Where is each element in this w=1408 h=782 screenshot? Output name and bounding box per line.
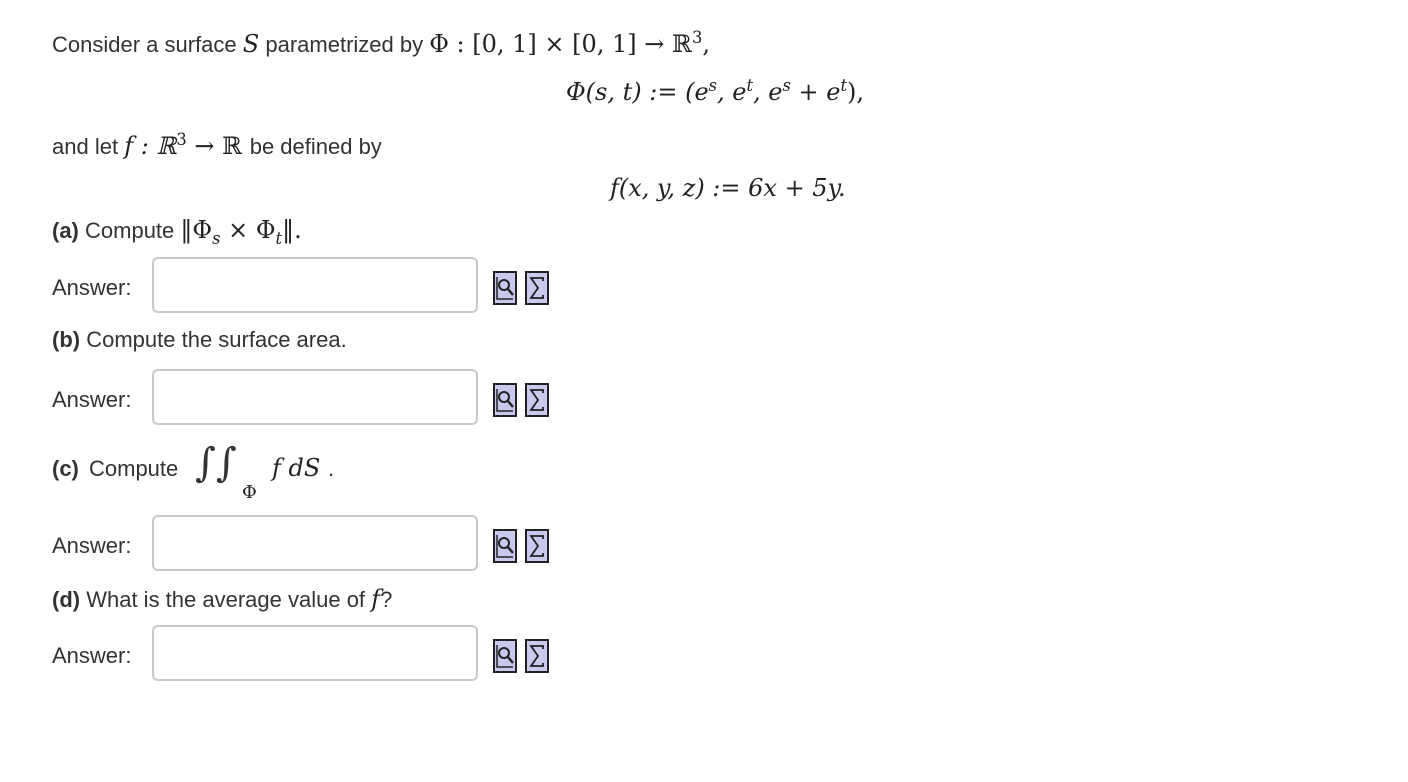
part-d-end: ? [380,587,393,612]
part-d-tag: (d) [52,587,81,612]
part-c-answer-label: Answer: [52,533,132,558]
part-b-text: Compute the surface area. [86,327,347,352]
part-a-expr-times: × Φ [220,216,276,244]
part-b-question [52,327,347,353]
part-d-f: f [371,585,381,613]
equation-editor-icon[interactable] [525,271,549,305]
param-def-exp-t: t [746,76,754,95]
part-b-answer-label: Answer: [52,387,132,412]
preview-icon[interactable] [493,529,517,563]
part-a-text: Compute [85,218,175,243]
f-map-expr: f : ℝ [124,132,177,160]
double-integral-icon: ∫∫ [195,440,237,486]
intro-text-2: parametrized by [265,32,424,57]
part-b-tag: (b) [52,327,81,352]
param-map-end: , [702,30,711,58]
param-def-comma1: , e [717,78,747,106]
part-a-tag: (a) [52,218,79,243]
f-map-exponent: 3 [176,130,187,149]
part-d-question [52,585,392,613]
part-c-answer-input[interactable] [152,515,478,571]
part-a-expr-sub-s: s [212,228,221,248]
part-c-tag: (c) [52,456,79,481]
param-map-expr: Φ : [0, 1] × [0, 1] → ℝ [429,30,692,58]
equation-editor-icon[interactable] [525,639,549,673]
intro-line-1 [52,30,710,58]
part-c-end: . [328,456,335,481]
surface-symbol: S [242,30,260,58]
param-map-exponent: 3 [691,28,703,47]
param-def-comma2: , e [753,78,783,106]
part-d-text: What is the average value of [86,587,366,612]
equation-editor-icon[interactable] [525,383,549,417]
param-def-end: ), [847,78,865,106]
preview-icon[interactable] [493,383,517,417]
param-def-exp-t2: t [840,76,848,95]
part-a-expression [180,216,302,248]
intro-text-4: be defined by [249,134,382,159]
intro-line-2 [52,132,382,160]
part-c-text: Compute [89,456,179,481]
f-map [124,132,250,160]
part-a-expr-open: ‖Φ [180,216,213,244]
f-map-arrow: → ℝ [186,132,243,160]
param-def-exp-s: s [708,76,718,95]
intro-text-3: and let [52,134,119,159]
param-def-plus: + e [790,78,841,106]
param-def-exp-s2: s [782,76,791,95]
part-d-answer-input[interactable] [152,625,478,681]
part-d-answer-label: Answer: [52,643,132,668]
part-a-answer-input[interactable] [152,257,478,313]
param-definition [566,78,864,106]
f-definition: f(x, y, z) := 6x + 5y. [610,174,846,202]
part-a-question [52,216,302,248]
part-c-integrand: f dS [272,454,321,482]
preview-icon[interactable] [493,271,517,305]
preview-icon[interactable] [493,639,517,673]
intro-text-1: Consider a surface [52,32,237,57]
part-a-expr-sub-t: t [275,228,283,248]
part-a-answer-label: Answer: [52,275,132,300]
param-map [429,30,710,58]
equation-editor-icon[interactable] [525,529,549,563]
param-def-start: Φ(s, t) := (e [566,78,709,106]
part-c-integral-subscript: Φ [242,482,257,503]
part-a-expr-close: ‖. [282,216,302,244]
part-b-answer-input[interactable] [152,369,478,425]
